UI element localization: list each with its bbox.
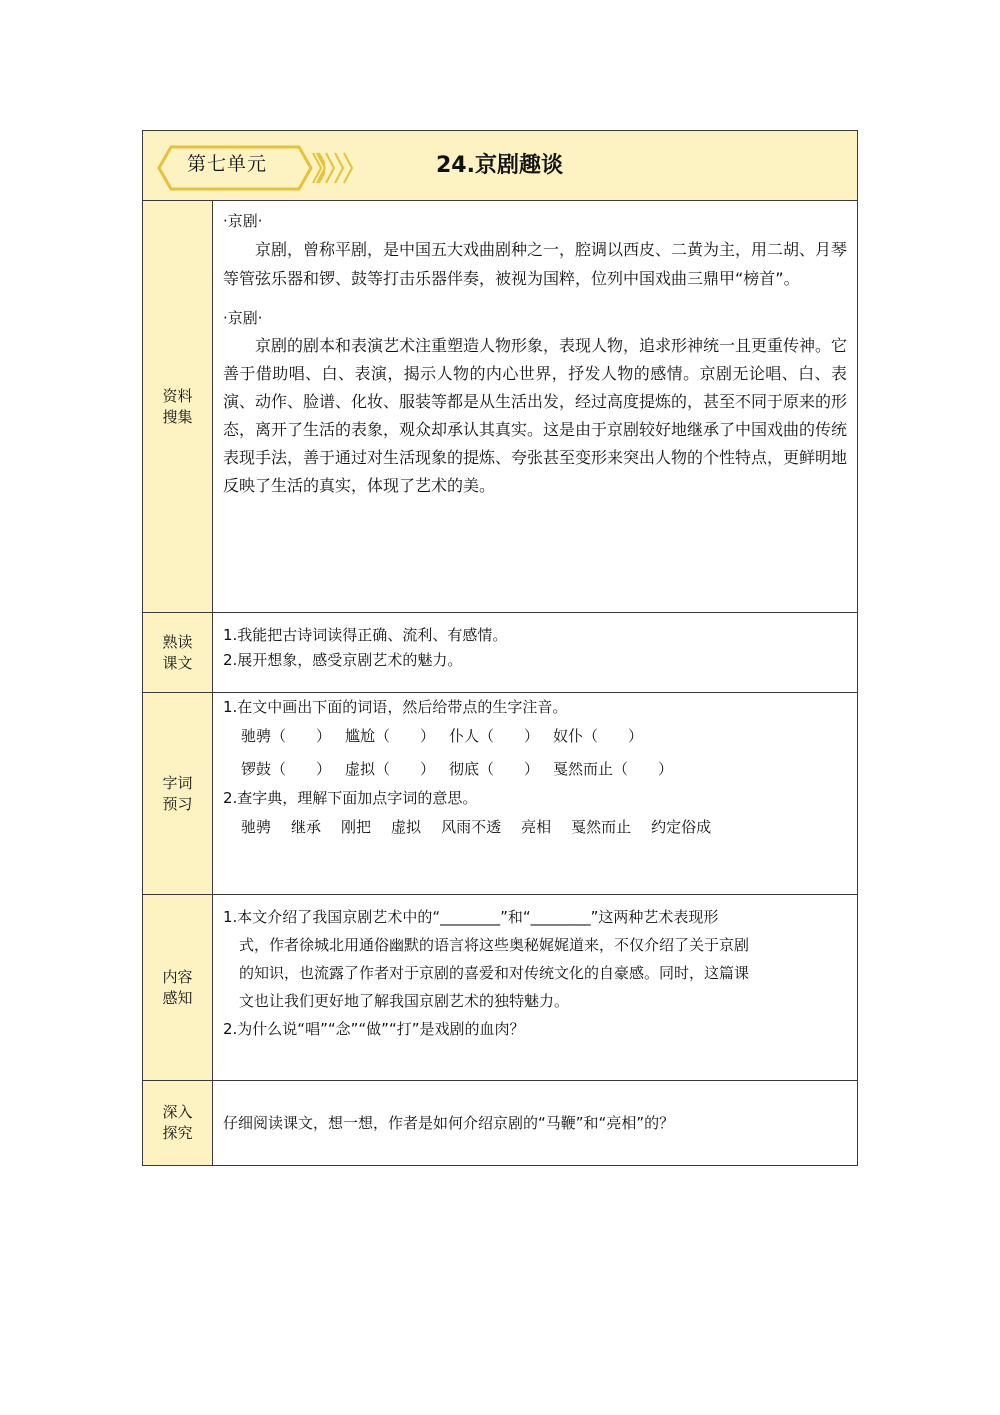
chevrons-icon <box>315 151 361 185</box>
reading-label-cell <box>143 613 213 692</box>
vocab-item: 虚拟（ ） <box>345 760 436 778</box>
vocab-row-1 <box>223 720 847 753</box>
worksheet-header <box>143 131 857 201</box>
vocab-word: 风雨不透 <box>441 818 502 836</box>
perception-content <box>223 903 847 1080</box>
vocab-item: 戛然而止（ ） <box>553 760 674 778</box>
vocab-word: 亮相 <box>521 818 552 836</box>
materials-label: 资料搜集 <box>162 386 193 426</box>
perception-row <box>143 895 857 1081</box>
material-text-1: 京剧，曾称平剧，是中国五大戏曲剧种之一，腔调以西皮、二黄为主，用二胡、月琴等管弦乐器和锣、鼓等打击乐器伴奏，被视为国粹，位列中国戏曲三鼎甲“榜首”。 <box>223 240 848 288</box>
vocab-item: 奴仆（ ） <box>553 727 644 745</box>
vocab-row-2 <box>223 753 847 786</box>
material-title-1: ·京剧· <box>223 212 263 230</box>
explore-label-cell <box>143 1081 213 1165</box>
perception-line: 文也让我们更好地了解我国京剧艺术的独特魅力。 <box>239 992 570 1010</box>
vocab-word: 驰骋 <box>241 818 272 836</box>
vocab-word: 刚把 <box>341 818 372 836</box>
perception-line: 1.本文介绍了我国京剧艺术中的“________”和“________”这两种艺术表现形 <box>223 908 719 926</box>
vocab-label: 字词预习 <box>162 773 193 813</box>
vocab-label-cell <box>143 693 213 894</box>
vocab-item: 驰骋（ ） <box>241 727 332 745</box>
vocab-word: 继承 <box>291 818 322 836</box>
vocab-row-3 <box>223 811 847 843</box>
explore-question: 仔细阅读课文，想一想，作者是如何介绍京剧的“马鞭”和“亮相”的？ <box>223 1114 675 1132</box>
reading-item: 2.展开想象，感受京剧艺术的魅力。 <box>223 651 463 669</box>
reading-item: 1.我能把古诗词读得正确、流利、有感情。 <box>223 626 508 644</box>
perception-label: 内容感知 <box>162 967 193 1007</box>
explore-content <box>223 1111 847 1165</box>
perception-question-2: 2.为什么说“唱”“念”“做”“打”是戏剧的血肉？ <box>223 1020 525 1038</box>
materials-label-cell <box>143 201 213 612</box>
explore-row <box>143 1081 857 1165</box>
reading-label: 熟读课文 <box>162 632 193 672</box>
perception-line: 的知识，也流露了作者对于京剧的喜爱和对传统文化的自豪感。同时，这篇课 <box>239 964 750 982</box>
material-title-2: ·京剧· <box>223 309 263 327</box>
reading-row <box>143 613 857 693</box>
vocab-item: 尴尬（ ） <box>345 727 436 745</box>
unit-label: 第七单元 <box>187 153 268 175</box>
explore-label: 深入探究 <box>162 1103 193 1142</box>
worksheet <box>142 130 858 1166</box>
perception-label-cell <box>143 895 213 1080</box>
vocab-question-1: 1.在文中画出下面的词语，然后给带点的生字注音。 <box>223 698 568 716</box>
vocab-question-2: 2.查字典，理解下面加点字词的意思。 <box>223 789 478 807</box>
perception-line: 式，作者徐城北用通俗幽默的语言将这些奥秘娓娓道来，不仅介绍了关于京剧 <box>239 936 750 954</box>
vocab-word: 虚拟 <box>391 818 422 836</box>
materials-row <box>143 201 857 613</box>
vocab-item: 仆人（ ） <box>449 727 540 745</box>
vocab-word: 约定俗成 <box>651 818 712 836</box>
vocab-item: 锣鼓（ ） <box>241 760 332 778</box>
material-text-2: 京剧的剧本和表演艺术注重塑造人物形象，表现人物，追求形神统一且更重传神。它善于借助唱、白、表演，揭示人物的内心世界，抒发人物的感情。京剧无论唱、白、表演、动作、脸谱、化妆、服装等都是从生活出发，经过高度提炼的，甚至不同于原来的形态，离开了生活的表象，观众却承认其真实。这是由于京剧较好地继承了中国戏曲的传统表现手法，善于通过对生活现象的提炼、夸张甚至变形来突出人物的个性特点，更鲜明地反映了生活的真实，体现了艺术的美。 <box>223 336 848 495</box>
vocab-content <box>223 695 847 894</box>
reading-content <box>223 623 847 692</box>
vocab-item: 彻底（ ） <box>449 760 540 778</box>
lesson-title: 24.京剧趣谈 <box>436 153 563 178</box>
vocab-word: 戛然而止 <box>571 818 632 836</box>
vocab-row <box>143 693 857 895</box>
materials-content <box>223 201 847 612</box>
